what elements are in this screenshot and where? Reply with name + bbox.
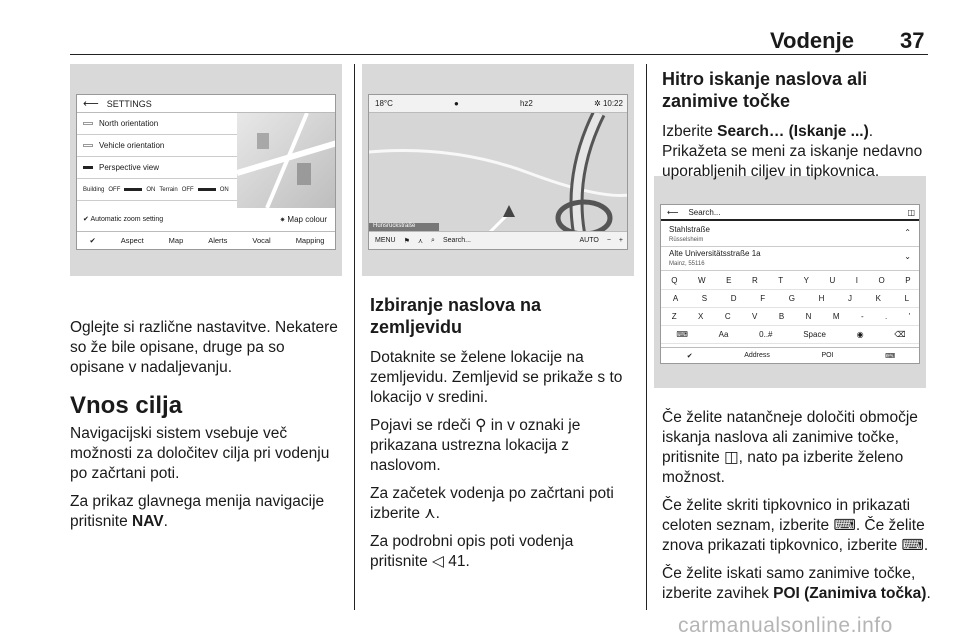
key: B xyxy=(778,312,785,321)
options-row xyxy=(77,208,336,230)
zoom-in-icon: + xyxy=(618,237,623,244)
result-name: Alte Universitätsstraße 1a xyxy=(669,249,761,258)
auto-zoom-option: ✔ Automatic zoom setting xyxy=(83,216,164,223)
nav-keyword: NAV xyxy=(132,513,164,530)
on-label: ON xyxy=(146,186,156,193)
backspace-icon: ⌫ xyxy=(894,330,906,339)
tab-poi: POI xyxy=(821,352,834,359)
settings-row xyxy=(77,113,237,135)
settings-screenshot xyxy=(70,64,342,276)
column-divider-1 xyxy=(354,64,355,610)
map-graphic xyxy=(369,113,628,233)
settings-tabbar xyxy=(77,231,336,249)
poi-keyword: POI (Zanimiva točka) xyxy=(773,585,927,602)
radio-icon xyxy=(83,122,93,125)
paragraph: Izberite Search… (Iskanje ...). Prikažeta se meni za iskanje nedavno uporabljenih ciljev in tipkovnica. xyxy=(662,123,923,180)
paragraph: Za podrobni opis poti vodenja pritisnite ◁ 41. xyxy=(370,533,574,570)
off-label: OFF xyxy=(108,186,121,193)
key: E xyxy=(726,276,732,285)
hide-keyboard-icon: ⌨ xyxy=(885,352,896,360)
tab-vocal: Vocal xyxy=(252,236,271,245)
filter-icon: ◫ xyxy=(907,207,915,217)
chevron-down-icon: ⌄ xyxy=(904,252,911,261)
key: W xyxy=(698,276,706,285)
flag-icon: ⚑ xyxy=(403,237,410,245)
figure-spacer xyxy=(662,190,932,408)
paragraph: Za začetek vodenja po začrtani poti izberite ⋏. xyxy=(370,485,614,522)
paragraph: Če želite skriti tipkovnico in prikazati celoten seznam, izberite ⌨. Če želite znova prikazati tipkovnico, izberite ⌨. xyxy=(662,497,929,554)
back-arrow-icon: ⟵ xyxy=(83,98,99,110)
map-preview xyxy=(237,113,336,208)
tab-address: Address xyxy=(744,352,770,359)
key: A xyxy=(672,294,679,303)
menu-label: MENU xyxy=(375,237,396,244)
street-label: Hunsrückstraße xyxy=(373,223,416,229)
toggle-bar xyxy=(198,188,216,191)
settings-row-label: Vehicle orientation xyxy=(99,141,165,150)
space-key: Space xyxy=(803,330,826,339)
search-label: Search... xyxy=(442,237,471,244)
map-topbar xyxy=(369,95,628,113)
key: H xyxy=(818,294,825,303)
person-icon: ⋏ xyxy=(417,237,424,245)
key: G xyxy=(788,294,795,303)
section-heading: Vnos cilja xyxy=(70,392,183,419)
map-view xyxy=(369,113,628,233)
header-rule xyxy=(70,54,928,55)
chevron-up-icon: ⌃ xyxy=(904,228,911,237)
tab-map: Map xyxy=(168,236,184,245)
key: F xyxy=(760,294,766,303)
settings-row-label: Perspective view xyxy=(99,163,160,172)
key: L xyxy=(904,294,910,303)
key: M xyxy=(832,312,840,321)
search-field: Search... xyxy=(688,207,721,217)
settings-row xyxy=(77,157,237,179)
key: ' xyxy=(908,312,911,321)
key: P xyxy=(905,276,911,285)
tab-alerts: Alerts xyxy=(208,236,228,245)
paragraph: Navigacijski sistem vsebuje več možnosti za določitev cilja pri vodenju po začrtani poti. xyxy=(70,425,330,482)
key: Aa xyxy=(718,330,729,339)
paragraph: Če želite natančneje določiti območje iskanja naslova ali zanimive točke, pritisnite ◫, nato pa izberite želeno možnost. xyxy=(662,409,918,486)
watermark: carmanualsonline.info xyxy=(678,614,893,637)
terrain-label: Terrain xyxy=(159,186,178,193)
key: C xyxy=(724,312,731,321)
settings-topbar xyxy=(77,95,336,113)
result-name: Stahlstraße xyxy=(669,225,710,234)
key: 0..# xyxy=(759,330,773,339)
column-3 xyxy=(662,68,932,612)
settings-title: SETTINGS xyxy=(106,98,152,109)
key: V xyxy=(752,312,758,321)
paragraph: Pojavi se rdeči ⚲ in v oznaki je prikazana ustrezna lokacija z naslovom. xyxy=(370,417,581,474)
key: N xyxy=(805,312,812,321)
key: X xyxy=(698,312,704,321)
zoom-out-icon: − xyxy=(606,237,611,244)
location-icon: ● xyxy=(454,99,459,108)
poi-icon: ◉ xyxy=(856,330,864,339)
page-number: 37 xyxy=(900,28,925,53)
gear-icon: ✲ xyxy=(594,99,601,108)
clock: 10:22 xyxy=(602,99,623,108)
section-title: Vodenje xyxy=(770,28,854,53)
keyboard-icon: ⌨ xyxy=(676,330,688,339)
key: R xyxy=(751,276,758,285)
map-colour-option: ✷ Map colour xyxy=(279,214,327,224)
subsection-heading: Izbiranje naslova na zemljevidu xyxy=(370,295,542,337)
key: O xyxy=(878,276,885,285)
paragraph: Dotaknite se želene lokacije na zemljevidu. Zemljevid se prikaže s to lokacijo v sredini. xyxy=(370,349,623,406)
radio-icon xyxy=(83,144,93,147)
column-2 xyxy=(370,294,634,580)
auto-label: AUTO xyxy=(579,237,599,244)
key: U xyxy=(829,276,836,285)
building-label: Building xyxy=(83,186,105,193)
column-1 xyxy=(70,318,342,540)
settings-row-label: North orientation xyxy=(99,119,159,128)
back-arrow-icon: ⟵ xyxy=(667,207,679,217)
key: D xyxy=(730,294,737,303)
on-label: ON xyxy=(219,186,229,193)
search-icon: ⌕ xyxy=(431,236,435,244)
key: K xyxy=(875,294,882,303)
search-keyword: Search… (Iskanje ...) xyxy=(717,123,869,140)
radio-selected-icon xyxy=(83,166,93,169)
key: - xyxy=(860,312,864,321)
key: S xyxy=(701,294,708,303)
key: J xyxy=(848,294,853,303)
check-icon: ✔ xyxy=(89,236,96,245)
paragraph: Za prikaz glavnega menija navigacije pritisnite NAV. xyxy=(70,493,325,530)
toggle-row xyxy=(77,179,237,201)
radio-station: hz2 xyxy=(519,99,533,108)
subsection-heading: Hitro iskanje naslova ali zanimive točke xyxy=(662,69,868,111)
toggle-bar xyxy=(124,188,142,191)
key: Q xyxy=(671,276,678,285)
key: . xyxy=(885,312,888,321)
page-header xyxy=(0,0,960,56)
result-place: Mainz, 55116 xyxy=(669,261,705,267)
key: T xyxy=(778,276,784,285)
key: I xyxy=(855,276,859,285)
key: Z xyxy=(671,312,677,321)
key: Y xyxy=(803,276,809,285)
temperature: 18°C xyxy=(375,99,393,108)
result-place: Rüsselsheim xyxy=(669,237,704,243)
top-right-group xyxy=(594,99,623,108)
paragraph: Oglejte si različne nastavitve. Nekatere so že bile opisane, druge pa so opisane v nadaljevanju. xyxy=(70,319,338,376)
map-screenshot xyxy=(362,64,634,276)
tab-aspect: Aspect xyxy=(120,236,144,245)
paragraph: Če želite iskati samo zanimive točke, izberite zavihek POI (Zanimiva točka). xyxy=(662,565,931,602)
map-bottombar xyxy=(369,231,628,249)
column-divider-2 xyxy=(646,64,647,610)
tab-mapping: Mapping xyxy=(295,236,325,245)
settings-row xyxy=(77,135,237,157)
check-icon: ✔ xyxy=(686,352,693,360)
map-preview-graphic xyxy=(237,113,336,208)
off-label: OFF xyxy=(181,186,194,193)
